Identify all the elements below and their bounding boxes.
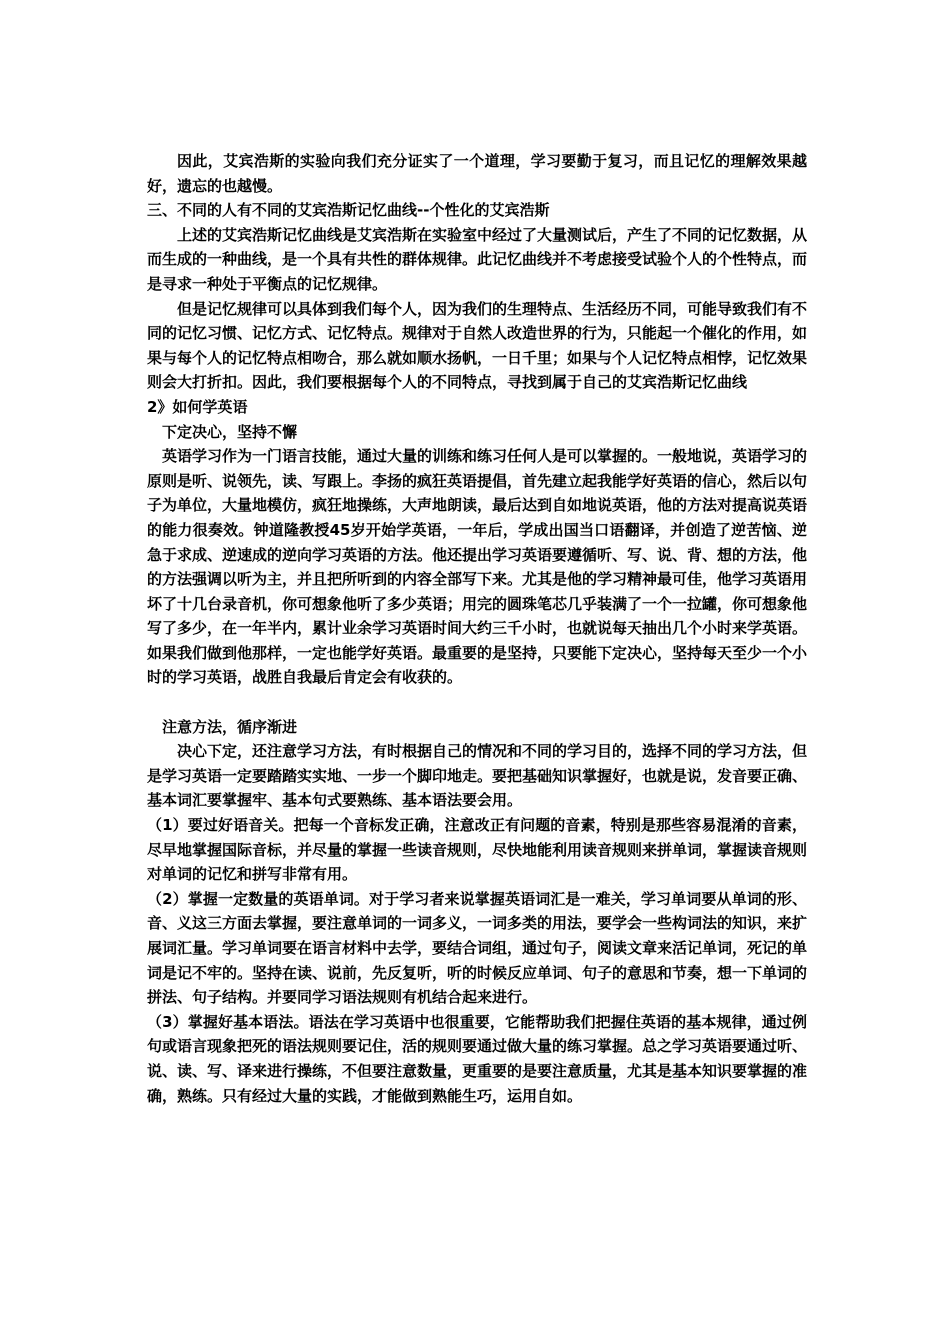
paragraph-conclusion: 因此，艾宾浩斯的实验向我们充分证实了一个道理，学习要勤于复习，而且记忆的理解效果越好，遗忘的也越慢。 (147, 152, 807, 195)
blank-line (147, 690, 807, 715)
paragraph-curve-description: 上述的艾宾浩斯记忆曲线是艾宾浩斯在实验室中经过了大量测试后，产生了不同的记忆数据，从而生成的一种曲线，是一个具有共性的群体规律。此记忆曲线并不考虑接受试验个人的个性特点，而是寻求一种处于平衡点的记忆规律。 (147, 225, 808, 293)
paragraph-english-learning: 英语学习作为一门语言技能，通过大量的训练和练习任何人是可以掌握的。一般地说，英语学习的原则是听、说领先，读、写跟上。李扬的疯狂英语提倡，首先建立起我能学好英语的信心，然后以句子为单位，大量地模仿，疯狂地操练，大声地朗读，最后达到自如地说英语，他的方法对提高说英语的能力很奏效。钟道隆教授45岁开始学英语，一年后，学成出国当口语翻译，并创造了逆苦恼、逆急于求成、逆速成的逆向学习英语的方法。他还提出学习英语要遵循听、写、说、背、想的方法，他的方法强调以听为主，并且把所听到的内容全部写下来。尤其是他的学习精神最可佳，他学习英语用坏了十几台录音机，你可想象他听了多少英语；用完的圆珠笔芯几乎装满了一个一拉罐，你可想象他写了多少，在一年半内，累计业余学习英语时间大约三千小时，也就说每天抽出几个小时来学英语。如果我们做到他那样，一定也能学好英语。最重要的是坚持，只要能下定决心，坚持每天至少一个小时的学习英语，战胜自我最后肯定会有收获的。 (147, 447, 808, 687)
subheading-method: 注意方法，循序渐进 (162, 717, 298, 736)
section-heading-english: 2》如何学英语 (147, 397, 248, 416)
list-item-pronunciation: （1）要过好语音关。把每一个音标发正确，注意改正有问题的音素，特别是那些容易混淆的音素，尽早地掌握国际音标，并尽量的掌握一些读音规则，尽快地能利用读音规则来拼单词，掌握读音规则对单词的记忆和拼写非常有用。 (147, 816, 808, 884)
section-heading-3: 三、不同的人有不同的艾宾浩斯记忆曲线--个性化的艾宾浩斯 (147, 201, 550, 220)
list-item-grammar: （3）掌握好基本语法。语法在学习英语中也很重要，它能帮助我们把握住英语的基本规律，通过例句或语言现象把死的语法规则要记住，活的规则要通过做大量的练习掌握。总之学习英语要通过听、说、读、写、译来进行操练，不但要注意数量，更重要的是要注意质量，尤其是基本知识要掌握的准确，熟练。只有经过大量的实践，才能做到熟能生巧，运用自如。 (147, 1012, 808, 1105)
document-body (147, 149, 807, 1108)
subheading-determination: 下定决心，坚持不懈 (162, 422, 298, 441)
paragraph-personal-curve: 但是记忆规律可以具体到我们每个人，因为我们的生理特点、生活经历不同，可能导致我们有不同的记忆习惯、记忆方式、记忆特点。规律对于自然人改造世界的行为，只能起一个催化的作用，如果与每个人的记忆特点相吻合，那么就如顺水扬帆，一日千里；如果与个人记忆特点相悖，记忆效果则会大打折扣。因此，我们要根据每个人的不同特点，寻找到属于自己的艾宾浩斯记忆曲线 (147, 299, 808, 392)
paragraph-method: 决心下定，还注意学习方法，有时根据自己的情况和不同的学习目的，选择不同的学习方法，但是学习英语一定要踏踏实实地、一步一个脚印地走。要把基础知识掌握好，也就是说，发音要正确、基本词汇要掌握牢、基本句式要熟练、基本语法要会用。 (147, 742, 808, 810)
list-item-vocabulary: （2）掌握一定数量的英语单词。对于学习者来说掌握英语词汇是一难关，学习单词要从单词的形、音、义这三方面去掌握，要注意单词的一词多义，一词多类的用法，要学会一些构词法的知识，来扩展词汇量。学习单词要在语言材料中去学，要结合词组，通过句子，阅读文章来活记单词，死记的单词是记不牢的。坚持在读、说前，先反复听，听的时候反应单词、句子的意思和节奏，想一下单词的拼法、句子结构。并要同学习语法规则有机结合起来进行。 (147, 889, 808, 1007)
